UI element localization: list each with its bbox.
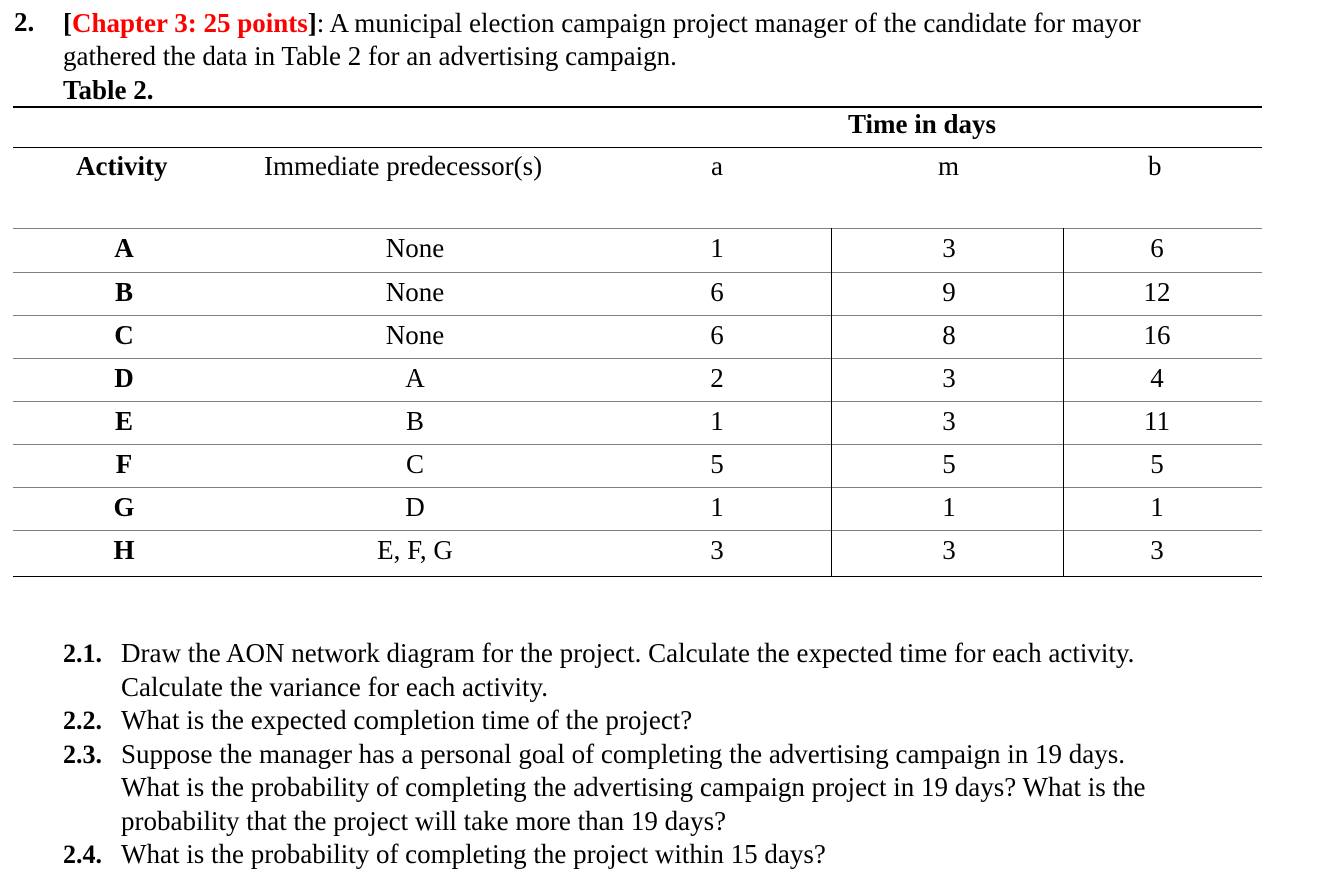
cell-predecessors: A xyxy=(405,363,425,393)
row-rule xyxy=(13,401,1262,402)
question-number: 2. xyxy=(14,7,35,37)
cell-predecessors: None xyxy=(385,320,445,350)
cell-a: 2 xyxy=(710,363,724,393)
cell-m: 3 xyxy=(942,363,956,393)
table-caption: Table 2. xyxy=(63,75,154,105)
cell-a: 5 xyxy=(710,449,724,479)
cell-a: 6 xyxy=(710,277,724,307)
bracket-close: ] xyxy=(307,8,317,38)
cell-a: 1 xyxy=(710,233,724,263)
row-rule xyxy=(13,576,1262,577)
column-separator xyxy=(831,228,832,576)
cell-m: 5 xyxy=(942,449,956,479)
cell-m: 3 xyxy=(942,406,956,436)
subquestion-number: 2.3. xyxy=(63,739,102,769)
header-b: b xyxy=(1148,151,1162,181)
subquestion-text: What is the expected completion time of the project? xyxy=(121,705,693,735)
cell-activity: E xyxy=(114,406,134,436)
chapter-points: Chapter 3: 25 points xyxy=(72,8,308,38)
cell-a: 6 xyxy=(710,320,724,350)
cell-predecessors: C xyxy=(405,449,425,479)
group-header-rule xyxy=(13,147,1262,148)
cell-activity: H xyxy=(113,535,135,565)
cell-predecessors: B xyxy=(405,406,425,436)
cell-predecessors: D xyxy=(405,492,425,522)
subquestion-text: What is the probability of completing the advertising campaign project in 19 days? What is the xyxy=(121,772,1146,802)
time-in-days-header: Time in days xyxy=(848,109,997,139)
header-predecessors: Immediate predecessor(s) xyxy=(264,151,543,181)
cell-predecessors: None xyxy=(385,233,445,263)
cell-m: 8 xyxy=(942,320,956,350)
subquestion-number: 2.1. xyxy=(63,639,102,668)
row-rule xyxy=(13,444,1262,445)
question-intro: : A municipal election campaign project manager of the candidate for mayor xyxy=(316,8,1141,38)
subquestion-number: 2.4. xyxy=(63,840,102,869)
cell-b: 16 xyxy=(1143,320,1171,350)
row-rule xyxy=(13,315,1262,316)
bracket-open: [ xyxy=(63,8,72,38)
cell-b: 4 xyxy=(1150,363,1164,393)
cell-a: 3 xyxy=(710,535,724,565)
header-m: m xyxy=(938,151,960,181)
header-activity: Activity xyxy=(76,151,168,181)
cell-predecessors: E, F, G xyxy=(377,535,453,565)
row-rule xyxy=(13,487,1262,488)
cell-activity: G xyxy=(113,492,135,522)
cell-m: 9 xyxy=(942,277,956,307)
cell-activity: F xyxy=(115,449,133,479)
question-line-2: gathered the data in Table 2 for an advertising campaign. xyxy=(63,41,677,71)
cell-m: 3 xyxy=(942,233,956,263)
header-bottom-rule xyxy=(13,228,1262,229)
cell-predecessors: None xyxy=(385,277,445,307)
cell-a: 1 xyxy=(710,406,724,436)
subquestion-text: What is the probability of completing the project within 15 days? xyxy=(121,839,826,869)
subquestion-text: probability that the project will take more than 19 days? xyxy=(121,805,727,836)
subquestion-text: Suppose the manager has a personal goal of completing the advertising campaign in 19 days. xyxy=(121,738,1125,769)
cell-b: 3 xyxy=(1150,535,1164,565)
question-line-1 xyxy=(63,7,1141,40)
row-rule xyxy=(13,272,1262,273)
row-rule xyxy=(13,530,1262,531)
cell-b: 5 xyxy=(1150,449,1164,479)
cell-b: 6 xyxy=(1150,233,1164,263)
table-top-rule xyxy=(13,106,1262,108)
subquestion-number: 2.2. xyxy=(63,706,102,735)
row-rule xyxy=(13,358,1262,359)
cell-b: 12 xyxy=(1143,277,1171,307)
cell-activity: D xyxy=(114,363,134,393)
column-separator xyxy=(1063,228,1064,576)
cell-m: 3 xyxy=(942,535,956,565)
cell-m: 1 xyxy=(942,492,956,522)
cell-activity: B xyxy=(114,277,134,307)
cell-activity: A xyxy=(114,233,134,263)
cell-b: 1 xyxy=(1150,492,1164,522)
cell-a: 1 xyxy=(710,492,724,522)
subquestion-text: Draw the AON network diagram for the project. Calculate the expected time for each activity. xyxy=(121,638,1135,668)
header-a: a xyxy=(711,151,723,181)
subquestion-text: Calculate the variance for each activity. xyxy=(121,671,549,702)
cell-activity: C xyxy=(114,320,134,350)
cell-b: 11 xyxy=(1144,406,1170,436)
